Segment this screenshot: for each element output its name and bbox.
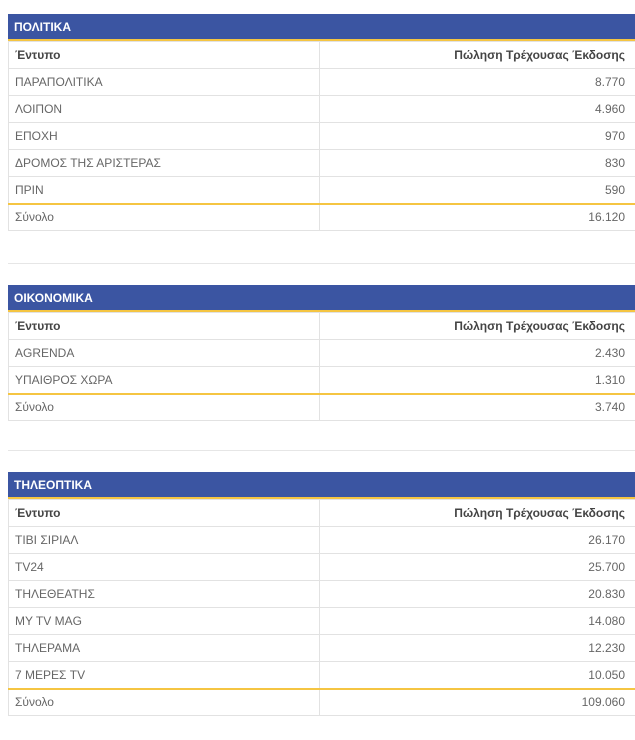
- total-label: Σύνολο: [9, 689, 320, 716]
- table-header-row: [9, 313, 635, 340]
- publication-name: AGRENDA: [9, 340, 320, 367]
- table-row: [9, 69, 635, 96]
- column-header-sales: Πώληση Τρέχουσας Έκδοσης: [320, 313, 635, 340]
- publication-name: MY TV MAG: [9, 608, 320, 635]
- section-tileoptika: [8, 472, 635, 716]
- table-row: [9, 177, 635, 204]
- sales-value: 4.960: [320, 96, 635, 123]
- sales-value: 8.770: [320, 69, 635, 96]
- sales-value: 14.080: [320, 608, 635, 635]
- publication-name: ΤΙΒΙ ΣΙΡΙΑΛ: [9, 527, 320, 554]
- column-header-title: Έντυπο: [9, 500, 320, 527]
- table-row: [9, 123, 635, 150]
- sales-value: 10.050: [320, 662, 635, 689]
- total-row: [9, 204, 635, 231]
- total-label: Σύνολο: [9, 394, 320, 421]
- sales-value: 12.230: [320, 635, 635, 662]
- publication-name: ΥΠΑΙΘΡΟΣ ΧΩΡΑ: [9, 367, 320, 394]
- table-row: [9, 367, 635, 394]
- sales-value: 1.310: [320, 367, 635, 394]
- sales-table: [8, 41, 635, 231]
- section-title: ΠΟΛΙΤΙΚΑ: [8, 14, 635, 41]
- publication-name: ΕΠΟΧΗ: [9, 123, 320, 150]
- table-row: [9, 340, 635, 367]
- total-value: 109.060: [320, 689, 635, 716]
- table-row: [9, 554, 635, 581]
- total-value: 16.120: [320, 204, 635, 231]
- publication-name: ΛΟΙΠΟΝ: [9, 96, 320, 123]
- total-row: [9, 394, 635, 421]
- total-value: 3.740: [320, 394, 635, 421]
- section-title: ΤΗΛΕΟΠΤΙΚΑ: [8, 472, 635, 499]
- section-title: ΟΙΚΟΝΟΜΙΚΑ: [8, 285, 635, 312]
- publication-name: ΤΗΛΕΡΑΜΑ: [9, 635, 320, 662]
- publication-name: 7 ΜΕΡΕΣ TV: [9, 662, 320, 689]
- total-row: [9, 689, 635, 716]
- sales-table: [8, 312, 635, 421]
- table-header-row: [9, 42, 635, 69]
- column-header-title: Έντυπο: [9, 313, 320, 340]
- sales-value: 970: [320, 123, 635, 150]
- publication-name: ΠΡΙΝ: [9, 177, 320, 204]
- table-row: [9, 662, 635, 689]
- section-divider: [8, 263, 635, 264]
- column-header-title: Έντυπο: [9, 42, 320, 69]
- table-row: [9, 96, 635, 123]
- table-header-row: [9, 500, 635, 527]
- section-politika: [8, 14, 635, 231]
- publication-name: ΠΑΡΑΠΟΛΙΤΙΚΑ: [9, 69, 320, 96]
- sales-value: 26.170: [320, 527, 635, 554]
- table-row: [9, 581, 635, 608]
- section-divider: [8, 450, 635, 451]
- table-row: [9, 150, 635, 177]
- table-row: [9, 635, 635, 662]
- column-header-sales: Πώληση Τρέχουσας Έκδοσης: [320, 42, 635, 69]
- section-oikonomika: [8, 285, 635, 421]
- sales-value: 830: [320, 150, 635, 177]
- table-row: [9, 527, 635, 554]
- column-header-sales: Πώληση Τρέχουσας Έκδοσης: [320, 500, 635, 527]
- total-label: Σύνολο: [9, 204, 320, 231]
- sales-value: 25.700: [320, 554, 635, 581]
- sales-value: 590: [320, 177, 635, 204]
- publication-name: TV24: [9, 554, 320, 581]
- sales-value: 2.430: [320, 340, 635, 367]
- sales-table: [8, 499, 635, 716]
- table-row: [9, 608, 635, 635]
- publication-name: ΤΗΛΕΘΕΑΤΗΣ: [9, 581, 320, 608]
- publication-name: ΔΡΟΜΟΣ ΤΗΣ ΑΡΙΣΤΕΡΑΣ: [9, 150, 320, 177]
- sales-value: 20.830: [320, 581, 635, 608]
